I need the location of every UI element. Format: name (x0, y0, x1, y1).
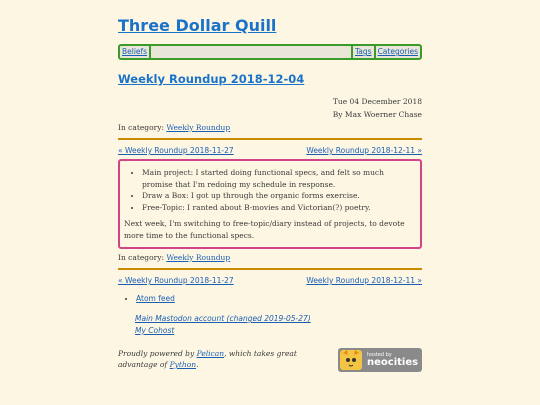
category-link-top[interactable]: Weekly Roundup (166, 123, 231, 132)
post-paragraph: Next week, I'm switching to free-topic/diary instead of projects, to devote more time to the functional specs. (124, 219, 405, 240)
cohost-link[interactable]: My Cohost (135, 326, 175, 335)
powered-suffix: . (196, 360, 199, 369)
post-author: By Max Woerner Chase (332, 110, 422, 119)
python-link[interactable]: Python (169, 360, 197, 369)
prev-post-link-bottom[interactable]: « Weekly Roundup 2018-11-27 (118, 276, 234, 285)
neocities-badge-text (367, 353, 418, 368)
post-meta (118, 95, 422, 121)
mastodon-link[interactable]: Main Mastodon account (changed 2019-05-27) (135, 314, 311, 323)
powered-prefix: Proudly powered by (118, 349, 197, 358)
feed-list (118, 294, 422, 303)
powered-by-text (118, 348, 333, 370)
next-post-link-bottom[interactable]: Weekly Roundup 2018-12-11 » (306, 276, 422, 285)
post-date: Tue 04 December 2018 (332, 97, 422, 106)
post-items-list (124, 167, 416, 213)
category-prefix: In category: (118, 123, 164, 132)
badge-hosted-by: hosted by (367, 351, 392, 358)
post-content (118, 159, 422, 249)
category-prefix: In category: (118, 253, 164, 262)
post-title-link[interactable]: Weekly Roundup 2018-12-04 (118, 72, 305, 86)
list-item: • Free-Topic: I ranted about B-movies and Victorian(?) poetry. (142, 202, 416, 214)
nav-beliefs-link[interactable]: Beliefs (120, 46, 151, 58)
atom-feed-link[interactable]: Atom feed (136, 294, 175, 303)
pager-bottom (118, 276, 422, 286)
neocities-badge[interactable] (338, 348, 422, 372)
page (118, 0, 422, 372)
badge-name: neocities (367, 356, 419, 368)
site-title-link[interactable]: Three Dollar Quill (118, 16, 277, 35)
list-item: • Main project: I started doing functional specs, and felt so much promise that I'm redoing my schedule in response. (142, 167, 416, 190)
list-item (136, 294, 422, 303)
list-item: • Draw a Box: I got up through the organic forms exercise. (142, 190, 416, 202)
nav-bar (118, 44, 422, 60)
next-post-link-top[interactable]: Weekly Roundup 2018-12-11 » (306, 146, 422, 155)
divider-bottom (118, 268, 422, 270)
nav-spacer (151, 46, 351, 58)
post-category-bottom (118, 253, 422, 263)
pelican-link[interactable]: Pelican (196, 349, 225, 358)
divider-top (118, 138, 422, 140)
pager-top (118, 146, 422, 156)
nav-tags-link[interactable]: Tags (351, 46, 376, 58)
powered-by-row (118, 348, 422, 372)
prev-post-link-top[interactable]: « Weekly Roundup 2018-11-27 (118, 146, 234, 155)
nav-categories-link[interactable]: Categories (377, 47, 418, 56)
social-links (118, 313, 422, 337)
post-category-top (118, 123, 422, 133)
category-link-bottom[interactable]: Weekly Roundup (166, 253, 231, 262)
neocities-cat-icon (338, 348, 364, 372)
powered-middle: , which takes great advantage of (118, 349, 297, 369)
